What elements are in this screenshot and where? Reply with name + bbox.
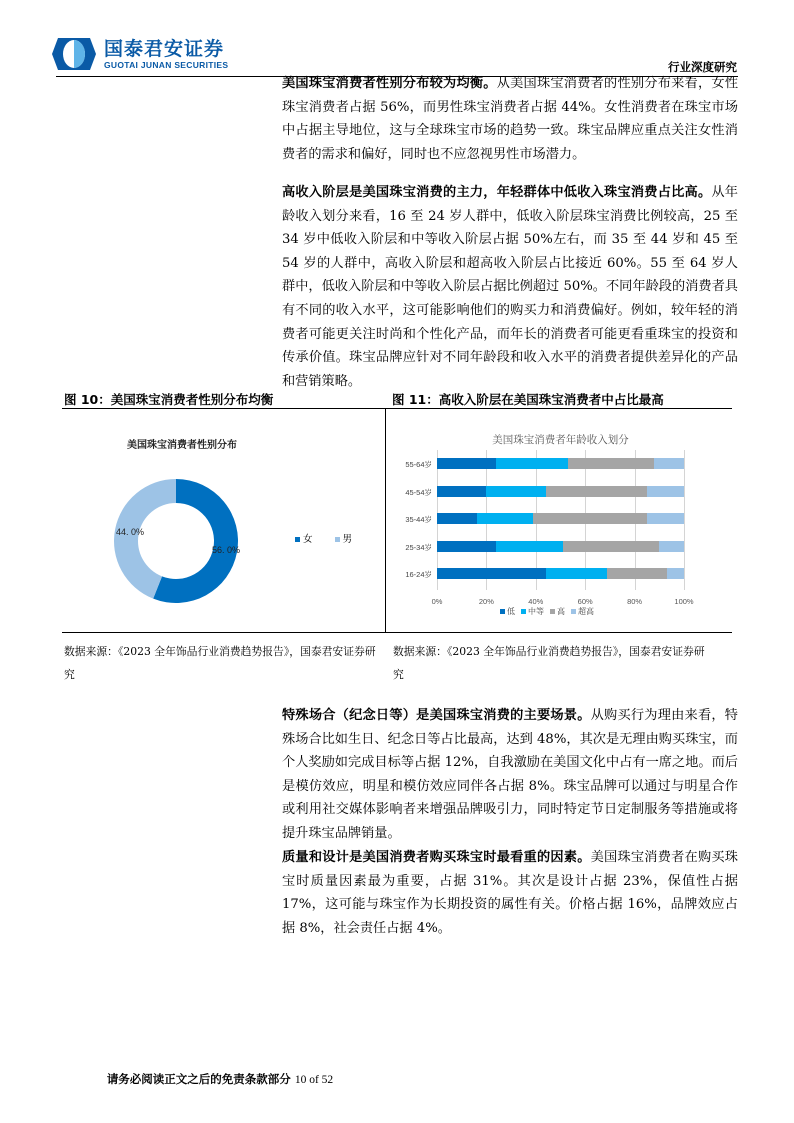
paragraph-income bbox=[282, 181, 738, 393]
category-label: 25-34岁 bbox=[405, 543, 432, 552]
legend-item-mid: 中等 bbox=[521, 606, 544, 617]
bar-row bbox=[437, 568, 684, 579]
paragraph-lead: 高收入阶层是美国珠宝消费的主力，年轻群体中低收入珠宝消费占比高。 bbox=[282, 185, 712, 200]
paragraph-gender bbox=[282, 72, 738, 166]
figure-11-caption: 图 11：高收入阶层在美国珠宝消费者中占比最高 bbox=[392, 392, 664, 407]
bar-segment bbox=[437, 513, 477, 524]
bar-segment bbox=[437, 568, 546, 579]
paragraph-body: 从美国珠宝消费者的性别分布来看，女性珠宝消费者占据 56%，而男性珠宝消费者占据 44%。女性消费者在珠宝市场中占据主导地位，这与全球珠宝市场的趋势一致。珠宝品牌应重点关注女性消费者的需求和偏好，同时也不应忽视男性市场潜力。 bbox=[282, 76, 739, 162]
legend-swatch-icon bbox=[295, 537, 300, 542]
bar-segment bbox=[667, 568, 684, 579]
donut-chart-title: 美国珠宝消费者性别分布 bbox=[127, 440, 237, 451]
figure-bottom-rule bbox=[62, 632, 732, 633]
report-section-label: 行业深度研究 bbox=[668, 60, 737, 74]
legend-swatch-icon bbox=[571, 609, 576, 614]
legend-item-male: 男 bbox=[335, 531, 353, 545]
bar-segment bbox=[659, 541, 684, 552]
bar-segment bbox=[496, 458, 568, 469]
bar-segment bbox=[437, 458, 496, 469]
bar-segment bbox=[568, 458, 654, 469]
legend-swatch-icon bbox=[335, 537, 340, 542]
paragraph-body: 美国珠宝消费者在购买珠宝时质量因素最为重要，占据 31%。其次是设计占据 23%，保值性占据 17%，这可能与珠宝作为长期投资的属性有关。价格占据 16%，品牌效应占据 8%，社会责任占据 4%。 bbox=[282, 850, 738, 936]
figure-10-caption: 图 10：美国珠宝消费者性别分布均衡 bbox=[64, 392, 274, 407]
bar-row bbox=[437, 458, 684, 469]
bar-row bbox=[437, 513, 684, 524]
category-label: 55-64岁 bbox=[405, 460, 432, 469]
category-label: 45-54岁 bbox=[405, 488, 432, 497]
disclaimer-text: 请务必阅读正文之后的免责条款部分 bbox=[106, 1072, 291, 1086]
page-number: 10 of 52 bbox=[294, 1074, 334, 1086]
bar-segment bbox=[477, 513, 534, 524]
paragraph-body: 从购买行为理由来看，特殊场合比如生日、纪念日等占比最高，达到 48%，其次是无理由购买珠宝，而个人奖励如完成目标等占据 12%，自我激励在美国文化中占有一席之地。而后是模仿效应，明星和模仿效应同伴各占据 8%。珠宝品牌可以通过与明星合作或利用社交媒体影响者来增强品牌吸引力，同时特定节日定制服务等措施或将提升珠宝品牌销量。 bbox=[282, 708, 738, 841]
legend-swatch-icon bbox=[521, 609, 526, 614]
page-footer bbox=[0, 1071, 440, 1087]
category-label: 35-44岁 bbox=[405, 515, 432, 524]
bar-segment bbox=[607, 568, 666, 579]
legend-swatch-icon bbox=[500, 609, 505, 614]
bar-segment bbox=[437, 541, 496, 552]
tick-label: 40% bbox=[528, 597, 544, 606]
figure-top-rule bbox=[62, 408, 732, 409]
paragraph-body: 从年龄收入划分来看，16 至 24 岁人群中，低收入阶层珠宝消费比例较高，25 至 34 岁中低收入阶层和中等收入阶层占据 50%左右，而 35 至 44 岁和 45 至 54 岁的人群中，高收入阶层和超高收入阶层占比接近 60%。55 至 64 岁人群中，低收入阶层和中等收入阶层占据比例超过 50%。不同年龄段的消费者具有不同的收入水平，这可能影响他们的购买力和消费偏好。例如，较年轻的消费者可能更关注时尚和个性化产品，而年长的消费者可能更看重珠宝的投资和传承价值。珠宝品牌应针对不同年龄段和收入水平的消费者提供差异化的产品和营销策略。 bbox=[282, 185, 738, 389]
paragraph-lead: 美国珠宝消费者性别分布较为均衡。 bbox=[282, 76, 497, 91]
bar-segment bbox=[486, 486, 545, 497]
tick-label: 60% bbox=[577, 597, 593, 606]
logo-mark-icon bbox=[52, 38, 96, 70]
bar-segment bbox=[546, 568, 608, 579]
gridline bbox=[684, 450, 685, 590]
paragraph-lead: 质量和设计是美国消费者购买珠宝时最看重的因素。 bbox=[282, 850, 591, 865]
gender-donut-chart bbox=[114, 479, 241, 603]
tick-label: 100% bbox=[674, 597, 694, 606]
donut-label-male: 44. 0% bbox=[116, 527, 145, 537]
legend-item-female: 女 bbox=[295, 531, 313, 545]
bar-segment bbox=[496, 541, 563, 552]
logo-en-text: GUOTAI JUNAN SECURITIES bbox=[104, 60, 229, 70]
donut-label-female: 56. 0% bbox=[212, 545, 241, 555]
bar-segment bbox=[437, 486, 486, 497]
bar-row bbox=[437, 541, 684, 552]
bar-segment bbox=[654, 458, 684, 469]
paragraph-quality bbox=[282, 846, 738, 940]
company-logo bbox=[52, 34, 228, 74]
bar-legend bbox=[500, 606, 594, 617]
bar-segment bbox=[546, 486, 647, 497]
tick-label: 0% bbox=[431, 597, 443, 606]
figure-11-source: 数据来源：《2023 全年饰品行业消费趋势报告》，国泰君安证券研究 bbox=[393, 645, 705, 681]
tick-label: 20% bbox=[478, 597, 494, 606]
paragraph-occasion bbox=[282, 704, 738, 846]
legend-swatch-icon bbox=[550, 609, 555, 614]
bar-segment bbox=[563, 541, 659, 552]
bar-segment bbox=[533, 513, 647, 524]
figure-10-source: 数据来源：《2023 全年饰品行业消费趋势报告》，国泰君安证券研究 bbox=[64, 645, 376, 681]
category-label: 16-24岁 bbox=[405, 570, 432, 579]
legend-item-high: 高 bbox=[550, 606, 565, 617]
legend-item-super-high: 超高 bbox=[571, 606, 594, 617]
paragraph-lead: 特殊场合（纪念日等）是美国珠宝消费的主要场景。 bbox=[282, 708, 591, 723]
bar-segment bbox=[647, 513, 684, 524]
tick-label: 80% bbox=[627, 597, 643, 606]
bar-row bbox=[437, 486, 684, 497]
income-stacked-bar-chart bbox=[437, 450, 684, 590]
legend-item-low: 低 bbox=[500, 606, 515, 617]
bar-chart-title: 美国珠宝消费者年龄收入划分 bbox=[492, 434, 629, 446]
bar-segment bbox=[647, 486, 684, 497]
donut-legend bbox=[295, 531, 352, 545]
logo-cn-text: 国泰君安证券 bbox=[104, 38, 225, 60]
